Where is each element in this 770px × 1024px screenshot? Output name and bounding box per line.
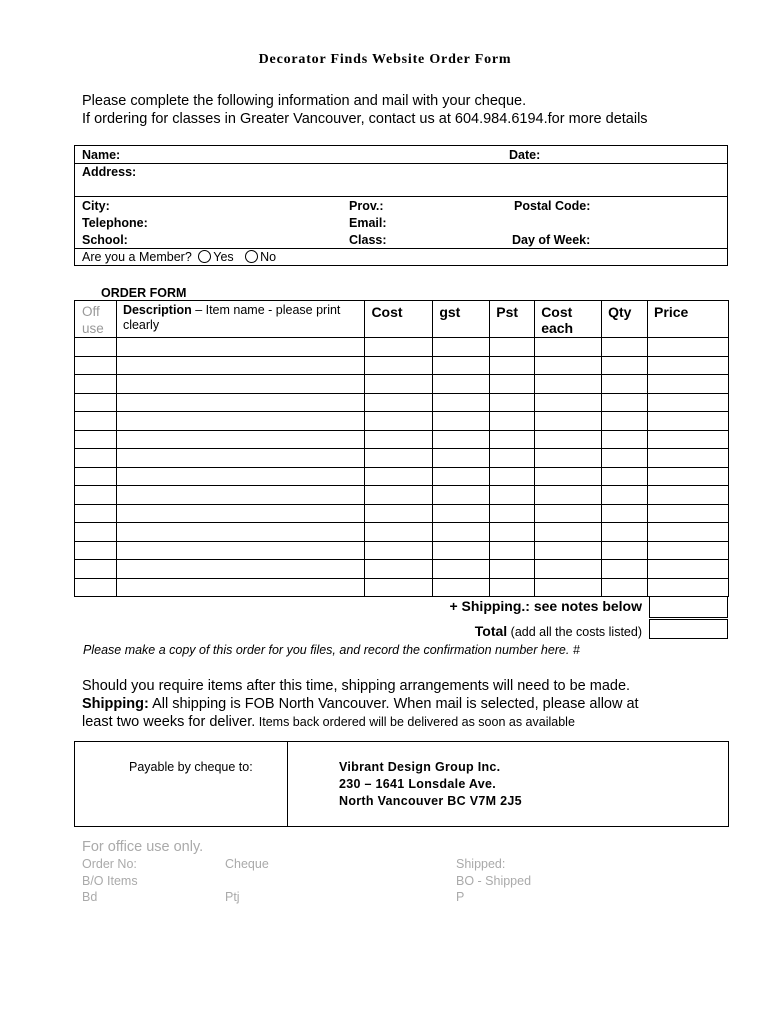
divider: [75, 248, 727, 249]
member-question-label: Are you a Member?: [82, 250, 192, 264]
order-cell[interactable]: [365, 338, 433, 357]
order-cell[interactable]: [365, 560, 433, 579]
shipped-label: Shipped:: [456, 857, 506, 871]
name-field[interactable]: Name:: [82, 148, 121, 162]
order-cell[interactable]: [116, 356, 364, 375]
intro-line-1: Please complete the following information and mail with your cheque.: [82, 93, 527, 109]
order-cell[interactable]: [602, 393, 648, 412]
bo-items-label: B/O Items: [82, 874, 138, 888]
form-title: Decorator Finds Website Order Form: [258, 52, 512, 67]
shipping-line-1: Should you require items after this time, shipping arrangements will need to be made.: [82, 678, 631, 694]
order-cell[interactable]: [433, 467, 490, 486]
order-cell[interactable]: [75, 523, 117, 542]
ptj-label: Ptj: [225, 890, 240, 904]
order-cell[interactable]: [490, 486, 535, 505]
order-cell[interactable]: [490, 578, 535, 597]
order-cell[interactable]: [535, 578, 602, 597]
order-cell[interactable]: [648, 430, 729, 449]
order-cell[interactable]: [490, 430, 535, 449]
order-cell[interactable]: [365, 504, 433, 523]
copy-note: Please make a copy of this order for you files, and record the confirmation number here. #: [83, 643, 580, 657]
yes-label: Yes: [213, 250, 234, 264]
order-body: [75, 338, 729, 597]
order-cell[interactable]: [490, 375, 535, 394]
order-cell[interactable]: [116, 375, 364, 394]
order-cell[interactable]: [648, 338, 729, 357]
order-row: [75, 467, 729, 486]
order-cell[interactable]: [433, 486, 490, 505]
order-cell[interactable]: [490, 338, 535, 357]
payee-address: [339, 759, 522, 810]
customer-info-box: [74, 145, 728, 266]
order-row: [75, 393, 729, 412]
order-cell[interactable]: [602, 430, 648, 449]
order-cell[interactable]: [116, 430, 364, 449]
order-cell[interactable]: [75, 578, 117, 597]
member-question: [82, 250, 276, 264]
order-cell[interactable]: [602, 467, 648, 486]
order-cell[interactable]: [75, 504, 117, 523]
order-cell[interactable]: [535, 393, 602, 412]
order-cell[interactable]: [75, 560, 117, 579]
no-label: No: [260, 250, 277, 264]
order-cell[interactable]: [365, 375, 433, 394]
order-cell[interactable]: [116, 393, 364, 412]
office-use-title: For office use only.: [82, 839, 204, 855]
order-cell[interactable]: [602, 523, 648, 542]
order-cell[interactable]: [535, 560, 602, 579]
order-cell[interactable]: [365, 467, 433, 486]
order-cell[interactable]: [648, 393, 729, 412]
order-row: [75, 356, 729, 375]
order-cell[interactable]: [535, 412, 602, 431]
payee-street: 230 – 1641 Lonsdale Ave.: [339, 777, 497, 791]
order-cell[interactable]: [433, 430, 490, 449]
no-radio[interactable]: [245, 250, 258, 263]
order-cell[interactable]: [602, 356, 648, 375]
divider: [75, 163, 727, 164]
order-cell[interactable]: [490, 523, 535, 542]
cost-each-header: Cost each: [535, 301, 602, 338]
order-cell[interactable]: [75, 356, 117, 375]
order-cell[interactable]: [433, 412, 490, 431]
order-cell[interactable]: [75, 541, 117, 560]
order-cell[interactable]: [116, 504, 364, 523]
order-row: [75, 560, 729, 579]
order-cell[interactable]: [490, 560, 535, 579]
description-header: Description – Item name - please print clearly: [116, 301, 364, 338]
payee-city: North Vancouver BC V7M 2J5: [339, 794, 522, 808]
order-cell[interactable]: [433, 523, 490, 542]
order-cell[interactable]: [365, 449, 433, 468]
order-cell[interactable]: [75, 412, 117, 431]
shipping-line-3: least two weeks for deliver. Items back ordered will be delivered as soon as available: [82, 714, 575, 730]
total-amount-box[interactable]: [649, 619, 728, 639]
order-cell[interactable]: [490, 541, 535, 560]
order-cell[interactable]: [75, 393, 117, 412]
gst-header: gst: [433, 301, 490, 338]
order-table: [74, 300, 729, 597]
order-cell[interactable]: [75, 430, 117, 449]
order-cell[interactable]: [602, 541, 648, 560]
order-cell[interactable]: [365, 523, 433, 542]
order-cell[interactable]: [490, 504, 535, 523]
p-label: P: [456, 890, 465, 904]
order-cell[interactable]: [490, 412, 535, 431]
order-cell[interactable]: [535, 486, 602, 505]
order-row: [75, 449, 729, 468]
order-cell[interactable]: [365, 430, 433, 449]
order-form-title: ORDER FORM: [101, 286, 187, 300]
order-cell[interactable]: [602, 504, 648, 523]
order-cell[interactable]: [648, 504, 729, 523]
order-cell[interactable]: [648, 375, 729, 394]
order-header-row: [75, 301, 729, 338]
address-field[interactable]: Address:: [82, 165, 137, 179]
order-row: [75, 523, 729, 542]
yes-radio[interactable]: [198, 250, 211, 263]
bd-label: Bd: [82, 890, 98, 904]
order-row: [75, 412, 729, 431]
order-cell[interactable]: [116, 541, 364, 560]
order-cell[interactable]: [648, 560, 729, 579]
school-field[interactable]: School:: [82, 233, 128, 247]
order-cell[interactable]: [116, 338, 364, 357]
order-cell[interactable]: [433, 375, 490, 394]
order-cell[interactable]: [116, 560, 364, 579]
order-cell[interactable]: [365, 412, 433, 431]
order-cell[interactable]: [116, 578, 364, 597]
order-row: [75, 541, 729, 560]
day-of-week-field[interactable]: Day of Week:: [512, 233, 591, 247]
order-cell[interactable]: [433, 449, 490, 468]
off-use-header: Off use: [75, 301, 117, 338]
divider: [75, 196, 727, 197]
order-row: [75, 486, 729, 505]
order-cell[interactable]: [365, 486, 433, 505]
order-cell[interactable]: [433, 578, 490, 597]
order-cell[interactable]: [365, 541, 433, 560]
shipping-line-2: Shipping: All shipping is FOB North Vancouver. When mail is selected, please allow at: [82, 696, 639, 712]
order-cell[interactable]: [365, 393, 433, 412]
order-cell[interactable]: [75, 338, 117, 357]
email-field[interactable]: Email:: [349, 216, 387, 230]
order-cell[interactable]: [365, 356, 433, 375]
order-cell[interactable]: [602, 560, 648, 579]
order-cell[interactable]: [116, 412, 364, 431]
bo-shipped-label: BO - Shipped: [456, 874, 532, 888]
order-cell[interactable]: [535, 375, 602, 394]
order-cell[interactable]: [116, 523, 364, 542]
order-cell[interactable]: [433, 393, 490, 412]
order-row: [75, 430, 729, 449]
order-cell[interactable]: [490, 356, 535, 375]
order-cell[interactable]: [648, 541, 729, 560]
order-cell[interactable]: [490, 393, 535, 412]
intro-text: [82, 92, 648, 128]
order-cell[interactable]: [116, 449, 364, 468]
order-cell[interactable]: [648, 412, 729, 431]
order-cell[interactable]: [602, 412, 648, 431]
order-row: [75, 375, 729, 394]
order-cell[interactable]: [602, 578, 648, 597]
pst-header: Pst: [490, 301, 535, 338]
prov-field[interactable]: Prov.:: [349, 199, 384, 213]
order-row: [75, 578, 729, 597]
intro-line-2: If ordering for classes in Greater Vancouver, contact us at 604.984.6194.for more details: [82, 111, 648, 127]
cheque-label: Cheque: [225, 857, 269, 871]
order-cell[interactable]: [535, 467, 602, 486]
order-no-label: Order No:: [82, 857, 137, 871]
order-cell[interactable]: [535, 541, 602, 560]
order-cell[interactable]: [433, 356, 490, 375]
order-cell[interactable]: [433, 560, 490, 579]
order-cell[interactable]: [490, 467, 535, 486]
order-cell[interactable]: [116, 467, 364, 486]
postal-code-field[interactable]: Postal Code:: [514, 199, 591, 213]
order-cell[interactable]: [535, 356, 602, 375]
cost-header: Cost: [365, 301, 433, 338]
city-field[interactable]: City:: [82, 199, 110, 213]
order-cell[interactable]: [535, 449, 602, 468]
payable-label: Payable by cheque to:: [129, 760, 253, 774]
order-cell[interactable]: [75, 449, 117, 468]
order-cell[interactable]: [602, 449, 648, 468]
order-cell[interactable]: [602, 375, 648, 394]
divider: [287, 742, 288, 826]
order-cell[interactable]: [648, 449, 729, 468]
shipping-notes: [82, 677, 702, 731]
telephone-field[interactable]: Telephone:: [82, 216, 148, 230]
order-cell[interactable]: [490, 449, 535, 468]
order-cell[interactable]: [648, 578, 729, 597]
order-cell[interactable]: [116, 486, 364, 505]
shipping-amount-box[interactable]: [649, 596, 728, 618]
order-cell[interactable]: [535, 338, 602, 357]
order-cell[interactable]: [433, 504, 490, 523]
order-cell[interactable]: [433, 541, 490, 560]
order-cell[interactable]: [433, 338, 490, 357]
order-row: [75, 338, 729, 357]
order-cell[interactable]: [602, 338, 648, 357]
payee-name: Vibrant Design Group Inc.: [339, 760, 501, 774]
order-cell[interactable]: [648, 486, 729, 505]
order-cell[interactable]: [648, 467, 729, 486]
order-cell[interactable]: [535, 504, 602, 523]
order-cell[interactable]: [75, 375, 117, 394]
date-field[interactable]: Date:: [509, 148, 541, 162]
order-cell[interactable]: [602, 486, 648, 505]
order-cell[interactable]: [365, 578, 433, 597]
price-header: Price: [648, 301, 729, 338]
class-field[interactable]: Class:: [349, 233, 387, 247]
order-cell[interactable]: [535, 523, 602, 542]
order-cell[interactable]: [75, 467, 117, 486]
order-cell[interactable]: [535, 430, 602, 449]
shipping-label: + Shipping.: see notes below: [449, 598, 642, 614]
order-cell[interactable]: [648, 356, 729, 375]
order-cell[interactable]: [648, 523, 729, 542]
qty-header: Qty: [602, 301, 648, 338]
order-cell[interactable]: [75, 486, 117, 505]
payable-box: [74, 741, 729, 827]
total-label: Total (add all the costs listed): [474, 623, 642, 639]
order-row: [75, 504, 729, 523]
